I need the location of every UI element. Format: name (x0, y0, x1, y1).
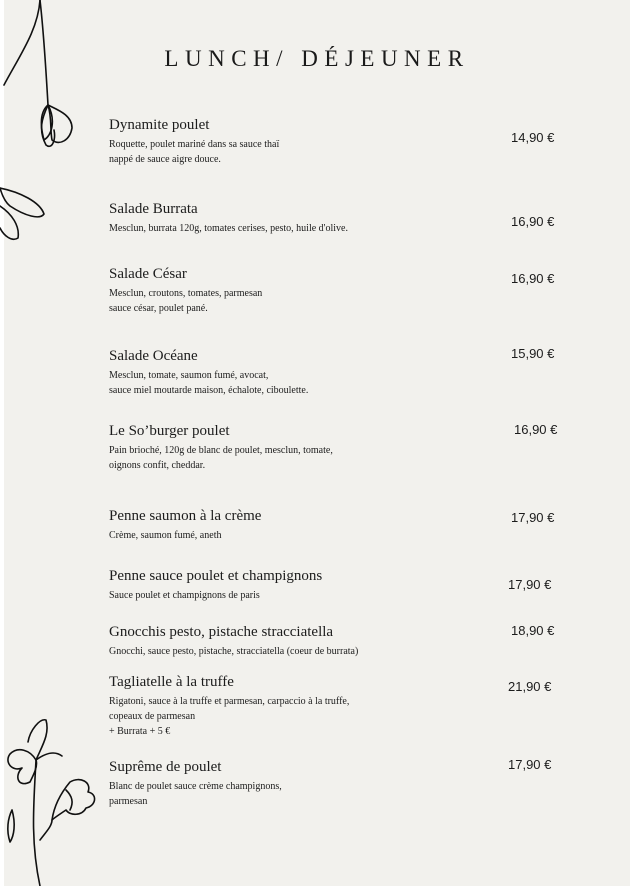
item-description: Blanc de poulet sauce crème champignons, parmesan (109, 781, 282, 807)
leaf-line-art-icon (0, 180, 60, 250)
item-name: Salade Océane (109, 348, 198, 364)
item-price: 18,90 € (511, 623, 555, 638)
item-price: 16,90 € (511, 271, 555, 286)
item-description: Rigatoni, sauce à la truffe et parmesan, carpaccio à la truffe, copeaux de parmesan + Burrata + 5 € (109, 696, 350, 737)
item-price: 16,90 € (514, 422, 558, 437)
poppy-line-art-icon (0, 710, 110, 886)
menu-item (109, 265, 409, 316)
item-name: Penne saumon à la crème (109, 508, 262, 524)
item-description: Gnocchi, sauce pesto, pistache, stracciatella (coeur de burrata) (109, 646, 359, 657)
menu-item (109, 116, 409, 167)
menu-item (109, 507, 409, 543)
item-name: Gnocchis pesto, pistache stracciatella (109, 624, 334, 640)
item-description: Sauce poulet et champignons de paris (109, 590, 260, 601)
menu-item (109, 422, 409, 473)
item-name: Salade Burrata (109, 201, 198, 217)
item-name: Penne sauce poulet et champignons (109, 568, 323, 584)
item-name: Dynamite poulet (109, 117, 210, 133)
item-description: Mesclun, burrata 120g, tomates cerises, pesto, huile d'olive. (109, 223, 348, 234)
flower-line-art-icon (0, 0, 90, 160)
item-price: 14,90 € (511, 130, 555, 145)
item-description: Crème, saumon fumé, aneth (109, 530, 222, 541)
menu-item (109, 200, 409, 236)
item-price: 21,90 € (508, 679, 552, 694)
item-price: 16,90 € (511, 214, 555, 229)
menu-item (109, 347, 409, 398)
item-name: Tagliatelle à la truffe (109, 674, 234, 690)
item-name: Le So’burger poulet (109, 423, 230, 439)
menu-item (109, 567, 409, 603)
item-name: Suprême de poulet (109, 759, 222, 775)
item-description: Mesclun, tomate, saumon fumé, avocat, sauce miel moutarde maison, échalote, ciboulette. (109, 370, 309, 396)
item-name: Salade César (109, 266, 187, 282)
menu-page (4, 0, 630, 886)
item-description: Roquette, poulet mariné dans sa sauce thaï nappé de sauce aigre douce. (109, 139, 280, 165)
item-description: Mesclun, croutons, tomates, parmesan sauce césar, poulet pané. (109, 288, 263, 314)
item-description: Pain brioché, 120g de blanc de poulet, mesclun, tomate, oignons confit, cheddar. (109, 445, 333, 471)
menu-item (109, 673, 409, 739)
item-price: 17,90 € (508, 757, 552, 772)
item-price: 17,90 € (508, 577, 552, 592)
page-title: LUNCH/ DÉJEUNER (164, 46, 470, 71)
item-price: 15,90 € (511, 346, 555, 361)
menu-item (109, 758, 409, 809)
item-price: 17,90 € (511, 510, 555, 525)
menu-item (109, 623, 409, 659)
